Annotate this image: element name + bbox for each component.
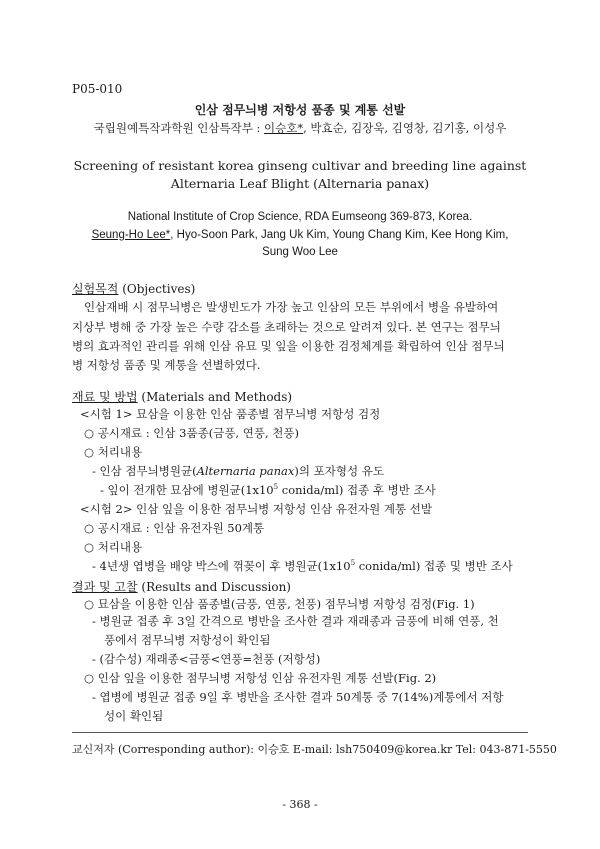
english-authors-rest: , Hyo-Soon Park, Jang Uk Kim, Young Chang Kim, Kee Hong Kim, xyxy=(170,229,509,241)
result1-title: ○ 묘삼을 이용한 인삼 품종별(금풍, 연풍, 천풍) 점무늬병 저항성 검정(Fig. 1) xyxy=(84,597,475,611)
korean-affil-prefix: 국립원예특작과학원 인삼특작부 : xyxy=(93,121,265,135)
result1-line3: - (감수성) 재래종<금풍<연풍=천풍 (저항성) xyxy=(92,652,321,666)
exp1-step1-b: )의 포자형성 유도 xyxy=(294,464,384,478)
footer-divider xyxy=(72,732,528,733)
result1-line2: 풍에서 점무늬병 저항성이 확인됨 xyxy=(104,633,271,647)
exp1-material: ○ 공시재료 : 인삼 3품종(금풍, 연풍, 천풍) xyxy=(84,426,299,440)
english-title-line2: Alternaria Leaf Blight (Alternaria panax) xyxy=(170,176,430,191)
exp1-step2-a: - 잎이 전개한 묘삼에 병원균(1x10 xyxy=(100,483,274,497)
objectives-line4: 병 저항성 품종 및 계통을 선별하였다. xyxy=(72,358,261,372)
methods-heading-ko: 재료 및 방법 xyxy=(72,390,138,404)
exp2-step1-a: - 4년생 엽병을 배양 박스에 꺾꽂이 후 병원균(1x10 xyxy=(92,559,351,573)
exp1-step2 xyxy=(100,482,436,498)
exp2-title: <시험 2> 인삼 잎을 이용한 점무늬병 저항성 인삼 유전자원 계통 선발 xyxy=(80,502,432,516)
exp2-step1-b: conida/ml) 접종 및 병반 조사 xyxy=(355,559,513,573)
results-heading-en: (Results and Discussion) xyxy=(137,580,291,594)
objectives-heading-ko: 실험목적 xyxy=(72,282,119,296)
objectives-line3: 병의 효과적인 관리를 위해 인삼 유묘 및 잎을 이용한 검정체계를 확립하여 인삼 점무늬 xyxy=(72,339,505,353)
objectives-line1: 인삼재배 시 점무늬병은 발생빈도가 가장 높고 인삼의 모든 부위에서 병을 유발하여 xyxy=(84,300,499,314)
exp1-step2-b: conida/ml) 접종 후 병반 조사 xyxy=(278,483,436,497)
methods-heading xyxy=(72,388,292,405)
corresponding-author: 교신저자 (Corresponding author): 이승호 E-mail: lsh750409@korea.kr Tel: 043-871-5550 xyxy=(72,743,557,756)
exp2-process: ○ 처리내용 xyxy=(84,540,143,554)
objectives-heading-en: (Objectives) xyxy=(118,282,196,296)
abstract-code: P05-010 xyxy=(72,82,123,96)
exp1-title: <시험 1> 묘삼을 이용한 인삼 품종별 점무늬병 저항성 검정 xyxy=(80,407,381,421)
methods-heading-en: (Materials and Methods) xyxy=(137,390,293,404)
korean-title: 인삼 점무늬병 저항성 품종 및 계통 선발 xyxy=(194,103,406,117)
exp1-step2-sup: 5 xyxy=(273,483,279,492)
results-heading-ko: 결과 및 고찰 xyxy=(72,580,138,594)
pathogen-name: Alternaria panax xyxy=(196,464,295,478)
objectives-heading xyxy=(72,280,195,297)
results-heading xyxy=(72,578,291,595)
exp2-step1-sup: 5 xyxy=(350,559,356,568)
result2-line2: 성이 확인됨 xyxy=(104,709,164,723)
result2-line1: - 엽병에 병원균 접종 9일 후 병반을 조사한 결과 50계통 중 7(14%)계통에서 저항 xyxy=(92,690,504,704)
objectives-line2: 지상부 병해 중 가장 높은 수량 감소를 초래하는 것으로 알려져 있다. 본 연구는 점무늬 xyxy=(72,320,501,334)
exp1-process: ○ 처리내용 xyxy=(84,445,143,459)
korean-coauthors: , 박효순, 김장욱, 김영창, 김기홍, 이성우 xyxy=(303,121,507,135)
english-authors-line2: Sung Woo Lee xyxy=(262,246,338,258)
page-number: - 368 - xyxy=(282,798,318,811)
english-lead-author: Seung-Ho Lee* xyxy=(91,229,171,241)
exp2-material: ○ 공시재료 : 인삼 유전자원 50계통 xyxy=(84,521,265,535)
result1-line1: - 병원균 접종 후 3일 간격으로 병반을 조사한 결과 재래종과 금풍에 비해 연풍, 천 xyxy=(92,614,499,628)
exp2-step1 xyxy=(92,558,513,574)
result2-title: ○ 인삼 잎을 이용한 점무늬병 저항성 인삼 유전자원 계통 선발(Fig. 2) xyxy=(84,671,437,685)
english-authors-line1 xyxy=(0,229,600,241)
english-title-line1: Screening of resistant korea ginseng cultivar and breeding line against xyxy=(73,158,527,173)
korean-lead-author: 이승호* xyxy=(264,121,304,135)
korean-affiliation xyxy=(0,120,600,136)
exp1-step1 xyxy=(92,463,384,479)
exp1-step1-a: - 인삼 점무늬병원균( xyxy=(92,464,197,478)
english-institute: National Institute of Crop Science, RDA Eumseong 369-873, Korea. xyxy=(127,211,473,223)
